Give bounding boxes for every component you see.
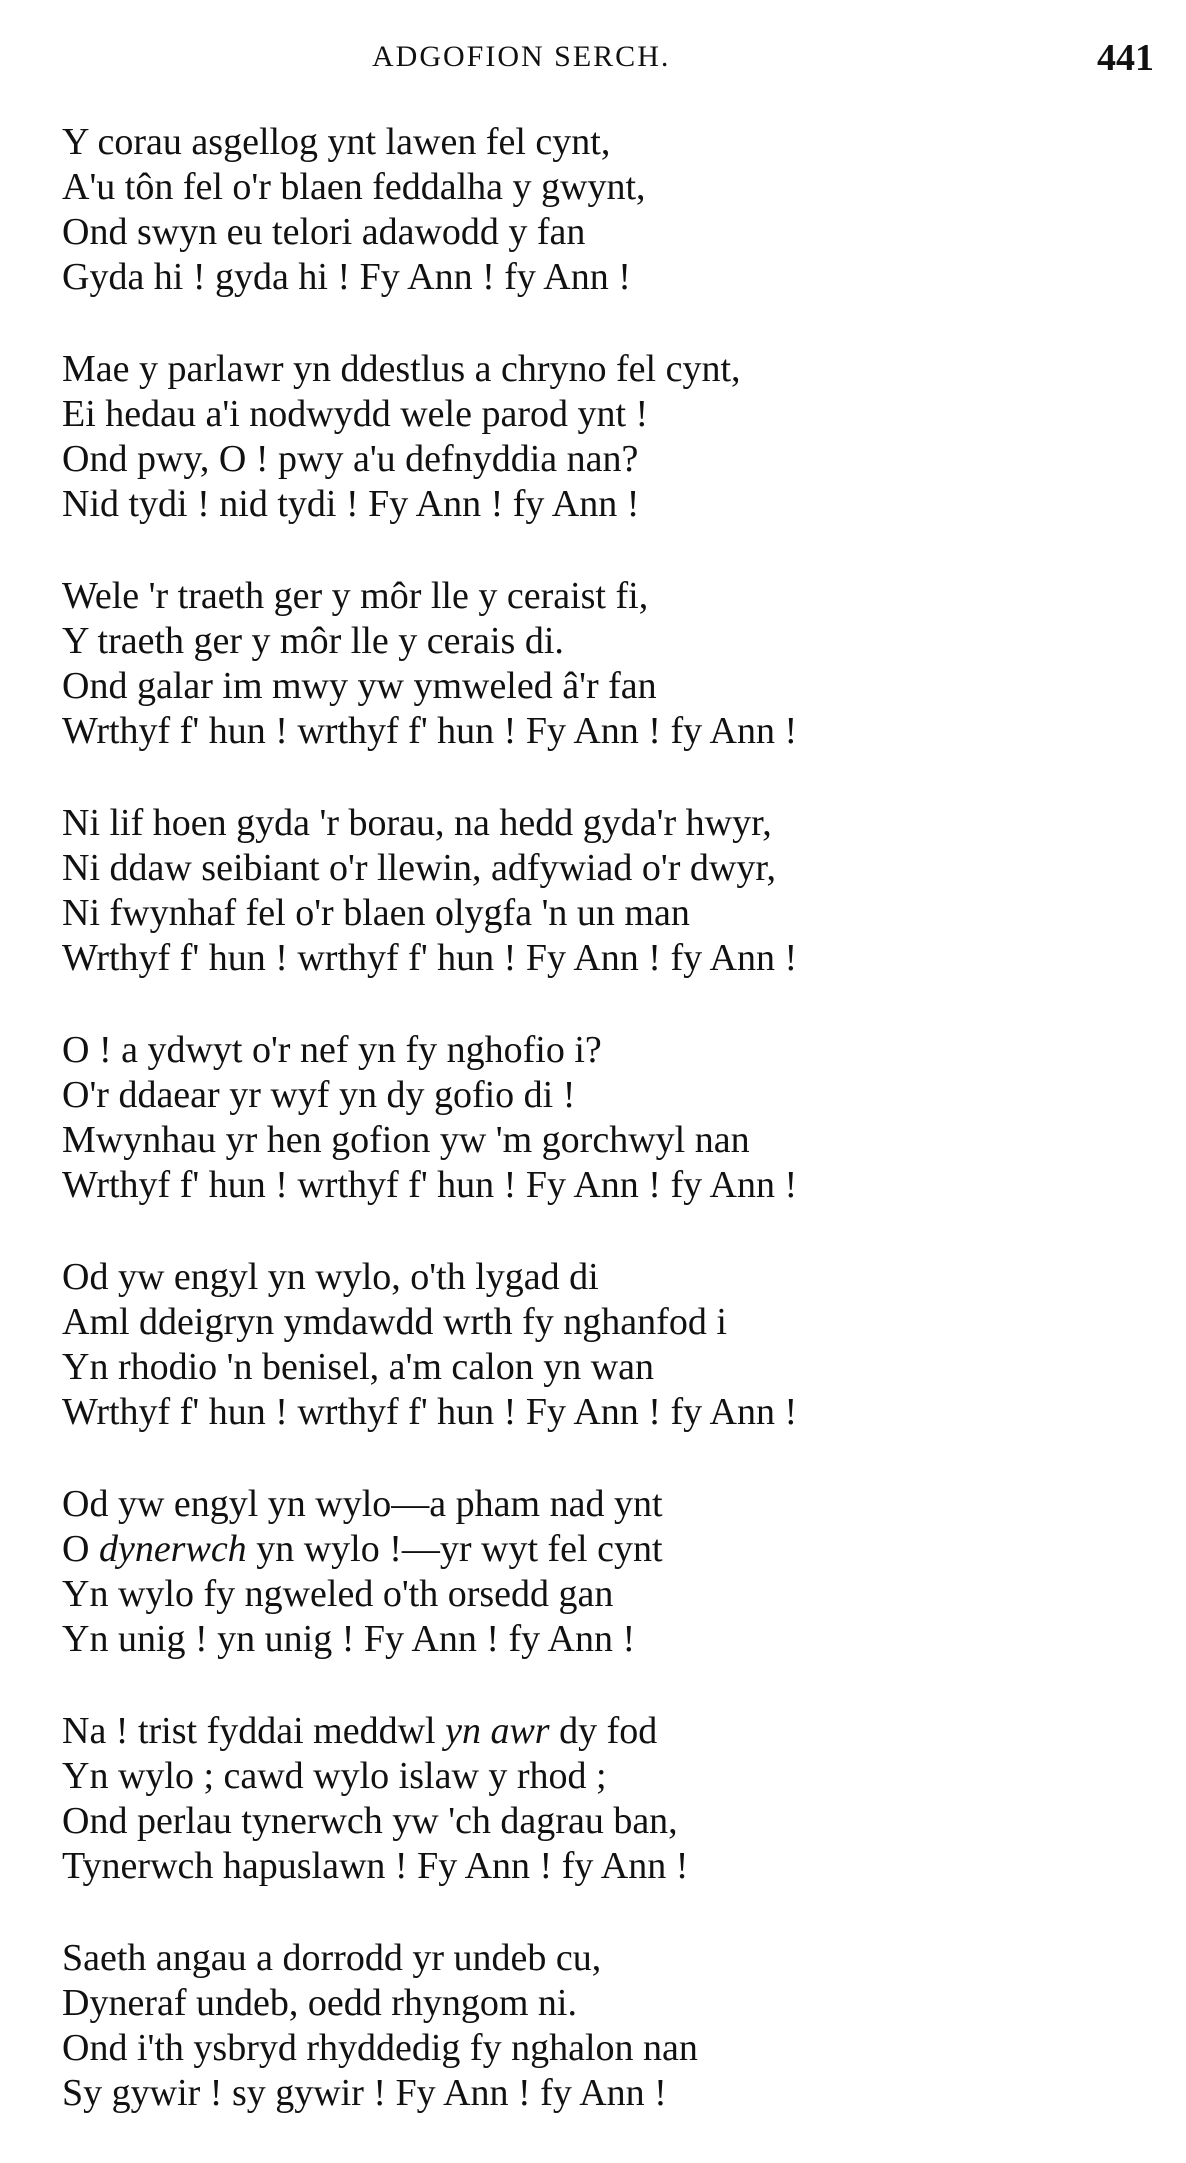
poem-line: Y traeth ger y môr lle y cerais di. xyxy=(62,620,564,662)
poem-line: Od yw engyl yn wylo—a pham nad ynt xyxy=(62,1483,663,1525)
poem-line: Ond galar im mwy yw ymweled â'r fan xyxy=(62,665,657,707)
stanza-8 xyxy=(62,1709,1162,1889)
poem xyxy=(62,120,1162,2163)
poem-line: Yn unig ! yn unig ! Fy Ann ! fy Ann ! xyxy=(62,1618,636,1660)
stanza-4 xyxy=(62,801,1162,981)
italic-word: dynerwch xyxy=(98,1528,247,1570)
poem-line: Y corau asgellog ynt lawen fel cynt, xyxy=(62,121,611,163)
stanza-7 xyxy=(62,1482,1162,1662)
poem-line: Wrthyf f' hun ! wrthyf f' hun ! Fy Ann ! fy Ann ! xyxy=(62,710,798,752)
poem-line: Ond swyn eu telori adawodd y fan xyxy=(62,211,586,253)
stanza-6 xyxy=(62,1255,1162,1435)
stanza-5 xyxy=(62,1028,1162,1208)
poem-line: Wrthyf f' hun ! wrthyf f' hun ! Fy Ann ! fy Ann ! xyxy=(62,1391,798,1433)
poem-line: Ond i'th ysbryd rhyddedig fy nghalon nan xyxy=(62,2027,698,2069)
poem-line: Yn wylo ; cawd wylo islaw y rhod ; xyxy=(62,1755,607,1797)
poem-line: Ond perlau tynerwch yw 'ch dagrau ban, xyxy=(62,1800,678,1842)
poem-line: Gyda hi ! gyda hi ! Fy Ann ! fy Ann ! xyxy=(62,256,631,298)
stanza-3 xyxy=(62,574,1162,754)
poem-line: Wrthyf f' hun ! wrthyf f' hun ! Fy Ann ! fy Ann ! xyxy=(62,1164,798,1206)
poem-line: Ond pwy, O ! pwy a'u defnyddia nan? xyxy=(62,438,639,480)
poem-line: Aml ddeigryn ymdawdd wrth fy nghanfod i xyxy=(62,1301,727,1343)
poem-line: O ! a ydwyt o'r nef yn fy nghofio i? xyxy=(62,1029,602,1071)
poem-line: Ni lif hoen gyda 'r borau, na hedd gyda'r hwyr, xyxy=(62,802,772,844)
poem-line: O'r ddaear yr wyf yn dy gofio di ! xyxy=(62,1074,576,1116)
poem-line: Tynerwch hapuslawn ! Fy Ann ! fy Ann ! xyxy=(62,1845,689,1887)
poem-line: Od yw engyl yn wylo, o'th lygad di xyxy=(62,1256,599,1298)
poem-line: Wele 'r traeth ger y môr lle y ceraist fi, xyxy=(62,575,649,617)
stanza-2 xyxy=(62,347,1162,527)
poem-line: Wrthyf f' hun ! wrthyf f' hun ! Fy Ann ! fy Ann ! xyxy=(62,937,798,979)
running-title: ADGOFION SERCH. xyxy=(372,40,671,73)
stanza-1 xyxy=(62,120,1162,300)
stanza-9 xyxy=(62,1936,1162,2116)
poem-line: Dyneraf undeb, oedd rhyngom ni. xyxy=(62,1982,577,2024)
poem-line: Yn rhodio 'n benisel, a'm calon yn wan xyxy=(62,1346,655,1388)
poem-line: Ni ddaw seibiant o'r llewin, adfywiad o'r dwyr, xyxy=(62,847,776,889)
poem-line: Ei hedau a'i nodwydd wele parod ynt ! xyxy=(62,393,649,435)
running-head xyxy=(0,37,1186,80)
italic-phrase: yn awr xyxy=(445,1710,550,1752)
poem-line: Saeth angau a dorrodd yr undeb cu, xyxy=(62,1937,602,1979)
poem-line: Mae y parlawr yn ddestlus a chryno fel cynt, xyxy=(62,348,741,390)
poem-line: Sy gywir ! sy gywir ! Fy Ann ! fy Ann ! xyxy=(62,2072,667,2114)
poem-line: Mwynhau yr hen gofion yw 'm gorchwyl nan xyxy=(62,1119,750,1161)
poem-line: Na ! trist fyddai meddwl yn awr dy fod xyxy=(62,1710,658,1752)
poem-line: O dynerwch yn wylo !—yr wyt fel cynt xyxy=(62,1528,663,1570)
poem-line: Yn wylo fy ngweled o'th orsedd gan xyxy=(62,1573,614,1615)
poem-line: A'u tôn fel o'r blaen feddalha y gwynt, xyxy=(62,166,646,208)
poem-line: Nid tydi ! nid tydi ! Fy Ann ! fy Ann ! xyxy=(62,483,640,525)
poem-line: Ni fwynhaf fel o'r blaen olygfa 'n un man xyxy=(62,892,690,934)
page-number: 441 xyxy=(1097,37,1154,79)
